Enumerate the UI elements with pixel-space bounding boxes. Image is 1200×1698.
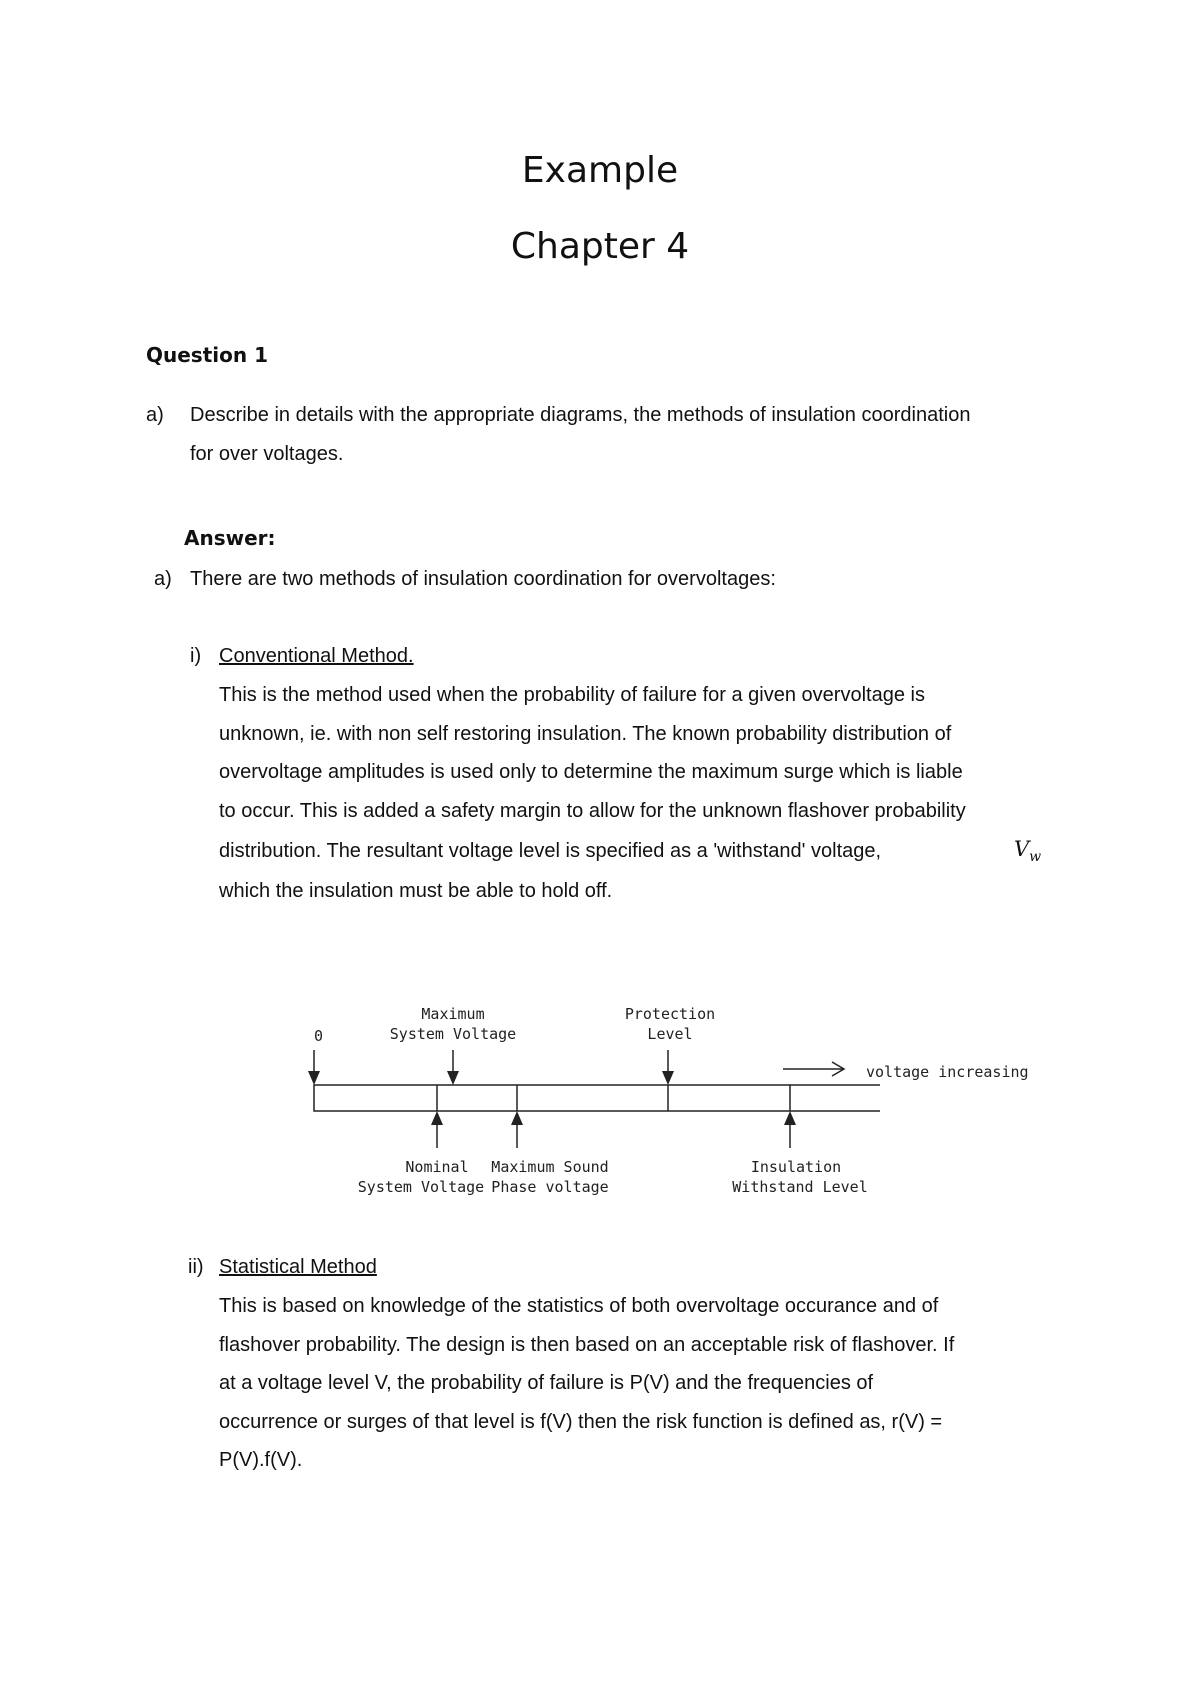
label-sound-1: Maximum Sound <box>491 1158 609 1176</box>
method2-line: occurrence or surges of that level is f(V) then the risk function is defined as, r(V) = <box>219 1410 943 1433</box>
label-max-system-2: System Voltage <box>389 1025 517 1043</box>
arrow-nominal-head <box>431 1111 443 1125</box>
arrow-max-system-head <box>447 1071 459 1085</box>
document-title: Example <box>521 150 679 191</box>
method1-line: distribution. The resultant voltage level is specified as a 'withstand' voltage, <box>219 840 882 862</box>
label-sound-2: Phase voltage <box>491 1178 609 1196</box>
method1-line: to occur. This is added a safety margin to allow for the unknown flashover probability <box>219 799 966 822</box>
arrow-protection-head <box>662 1071 674 1085</box>
arrow-zero-head <box>308 1071 320 1085</box>
method2-marker: ii) <box>188 1256 204 1278</box>
method1-line: which the insulation must be able to hold off. <box>219 880 613 902</box>
chapter-title: Chapter 4 <box>510 226 690 267</box>
label-voltage-increasing: voltage increasing <box>866 1063 1029 1081</box>
method1-paragraph <box>219 676 1062 911</box>
method1-title: Conventional Method. <box>219 645 414 667</box>
label-protection-2: Level <box>647 1025 693 1043</box>
method2-title: Statistical Method <box>219 1256 377 1278</box>
label-nominal-2: System Voltage <box>357 1178 485 1196</box>
question-line-2: for over voltages. <box>190 443 344 465</box>
increasing-arrow-head <box>832 1062 844 1076</box>
label-insulation-1: Insulation <box>750 1158 842 1176</box>
symbol-v: V <box>1014 837 1030 861</box>
method1-line: This is the method used when the probability of failure for a given overvoltage is <box>219 684 925 706</box>
label-nominal-1: Nominal <box>405 1158 469 1176</box>
withstand-voltage-symbol <box>1014 830 1041 877</box>
method2-line: P(V).f(V). <box>219 1449 303 1471</box>
method1-marker: i) <box>190 645 202 667</box>
answer-heading: Answer: <box>184 526 276 550</box>
method1-line: overvoltage amplitudes is used only to determine the maximum surge which is liable <box>219 761 963 783</box>
label-zero: 0 <box>314 1027 324 1045</box>
method1-line: unknown, ie. with non self restoring insulation. The known probability distribution of <box>219 722 952 745</box>
method2-line: at a voltage level V, the probability of failure is P(V) and the frequencies of <box>219 1372 874 1394</box>
method2-line: flashover probability. The design is then based on an acceptable risk of flashover. If <box>219 1333 955 1356</box>
answer-intro: There are two methods of insulation coordination for overvoltages: <box>190 568 776 590</box>
method2-line: This is based on knowledge of the statistics of both overvoltage occurance and of <box>219 1295 939 1317</box>
label-insulation-2: Withstand Level <box>732 1178 868 1196</box>
label-protection-1: Protection <box>624 1005 716 1023</box>
question-heading: Question 1 <box>146 343 268 367</box>
arrow-sound-head <box>511 1111 523 1125</box>
arrow-insulation-head <box>784 1111 796 1125</box>
label-max-system-1: Maximum <box>421 1005 485 1023</box>
method1-line-with-symbol <box>219 830 1062 872</box>
answer-marker: a) <box>154 568 172 590</box>
method2-paragraph <box>219 1287 1062 1480</box>
voltage-scale-bar <box>314 1085 790 1111</box>
symbol-sub-w: w <box>1029 849 1042 865</box>
question-marker: a) <box>146 404 164 426</box>
question-line-1: Describe in details with the appropriate diagrams, the methods of insulation coordination <box>190 404 971 426</box>
